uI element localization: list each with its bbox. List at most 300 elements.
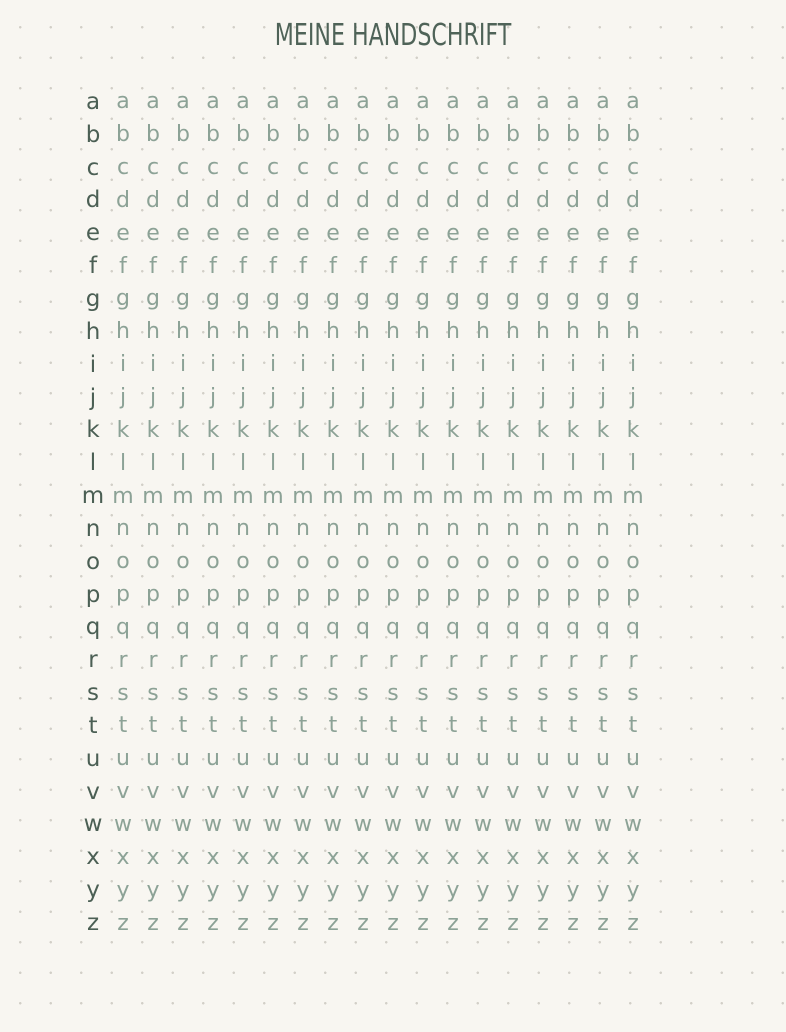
letter-row-p <box>78 579 668 612</box>
practice-letter: o <box>626 549 640 575</box>
practice-letter: y <box>296 877 310 903</box>
practice-letters <box>108 614 648 640</box>
letter-row-b <box>78 119 668 152</box>
practice-letter: p <box>356 582 370 608</box>
practice-letter: l <box>479 450 487 476</box>
practice-letters <box>108 321 648 343</box>
practice-letter: n <box>356 516 370 542</box>
practice-letter: m <box>442 483 464 509</box>
letter-row-z <box>78 907 668 940</box>
practice-letter: l <box>449 450 457 476</box>
practice-letters <box>108 584 648 606</box>
practice-letter: h <box>536 319 550 345</box>
practice-letter: k <box>476 417 490 443</box>
practice-letter: d <box>176 187 190 213</box>
practice-letter: t <box>238 713 248 739</box>
practice-letter: t <box>358 713 368 739</box>
practice-letters <box>108 844 648 870</box>
practice-letter: v <box>176 779 190 805</box>
letter-row-m <box>78 480 668 513</box>
guide-letter: d <box>85 187 101 214</box>
practice-letter: t <box>418 713 428 739</box>
guide-letter: s <box>87 680 99 707</box>
practice-letter: x <box>236 844 250 870</box>
practice-letter: s <box>417 680 429 706</box>
practice-letter: f <box>419 253 427 279</box>
practice-letter: v <box>416 779 430 805</box>
practice-letter: b <box>326 122 340 148</box>
practice-letter: c <box>206 155 220 181</box>
practice-letter: h <box>116 319 130 345</box>
practice-letter: d <box>236 187 250 213</box>
practice-letter: h <box>146 319 160 345</box>
practice-letter: q <box>236 614 250 640</box>
practice-letter: j <box>479 385 487 411</box>
practice-letter: z <box>267 910 279 936</box>
practice-letter: i <box>329 352 337 378</box>
practice-letter: e <box>326 220 340 246</box>
practice-letter: l <box>269 450 277 476</box>
practice-letter: o <box>416 549 430 575</box>
practice-letter: j <box>299 385 307 411</box>
practice-letter: j <box>389 385 397 411</box>
practice-letter: j <box>149 385 157 411</box>
practice-letter: s <box>357 680 369 706</box>
practice-letter: r <box>358 647 368 673</box>
practice-letter: j <box>209 385 217 411</box>
practice-letter: c <box>506 155 520 181</box>
practice-letter: r <box>508 647 518 673</box>
practice-letter: m <box>352 483 374 509</box>
guide-letter: b <box>85 121 101 148</box>
practice-letter: h <box>506 319 520 345</box>
practice-letter: f <box>119 253 127 279</box>
practice-letter: p <box>626 582 640 608</box>
practice-letter: b <box>386 122 400 148</box>
practice-letter: s <box>327 680 339 706</box>
practice-letter: q <box>266 614 280 640</box>
practice-letter: p <box>116 582 130 608</box>
practice-letter: u <box>266 746 280 772</box>
practice-letter: t <box>448 713 458 739</box>
practice-letter: j <box>329 385 337 411</box>
practice-letter: g <box>416 286 430 312</box>
practice-letter: v <box>596 779 610 805</box>
practice-letter: g <box>566 286 580 312</box>
practice-letter: g <box>476 286 490 312</box>
practice-letter: p <box>506 582 520 608</box>
practice-letter: t <box>478 713 488 739</box>
practice-letter: y <box>206 877 220 903</box>
practice-letter: m <box>592 483 614 509</box>
practice-letter: o <box>506 549 520 575</box>
practice-letter: b <box>206 122 220 148</box>
practice-letter: n <box>326 516 340 542</box>
practice-letter: t <box>118 713 128 739</box>
practice-letter: r <box>448 647 458 673</box>
practice-letter: i <box>389 352 397 378</box>
practice-letter: t <box>328 713 338 739</box>
practice-letter: m <box>412 483 434 509</box>
practice-letter: u <box>146 746 160 772</box>
practice-letter: b <box>446 122 460 148</box>
guide-letter: v <box>86 778 100 805</box>
letter-row-e <box>78 217 668 250</box>
letter-row-l <box>78 447 668 480</box>
practice-letters <box>108 680 648 706</box>
practice-letter: g <box>296 286 310 312</box>
practice-letter: f <box>269 253 277 279</box>
practice-letter: w <box>294 811 312 837</box>
letter-row-a <box>78 86 668 119</box>
practice-letter: a <box>626 89 640 115</box>
practice-letter: n <box>296 516 310 542</box>
practice-letter: y <box>386 877 400 903</box>
practice-letter: k <box>206 417 220 443</box>
practice-letter: s <box>537 680 549 706</box>
practice-letter: b <box>566 122 580 148</box>
practice-letter: w <box>504 811 522 837</box>
practice-letter: l <box>359 450 367 476</box>
practice-letter: p <box>536 582 550 608</box>
practice-letter: f <box>629 253 637 279</box>
practice-letter: a <box>176 89 190 115</box>
practice-letter: x <box>176 844 190 870</box>
guide-letter: q <box>85 614 101 641</box>
practice-letter: j <box>509 385 517 411</box>
practice-letter: p <box>446 582 460 608</box>
practice-letter: n <box>266 516 280 542</box>
practice-letter: o <box>206 549 220 575</box>
practice-letter: f <box>569 253 577 279</box>
practice-letter: n <box>176 516 190 542</box>
practice-letter: r <box>148 647 158 673</box>
practice-letter: d <box>266 187 280 213</box>
practice-letter: e <box>506 220 520 246</box>
practice-letter: s <box>387 680 399 706</box>
practice-letter: b <box>296 122 310 148</box>
practice-letter: w <box>384 811 402 837</box>
practice-letter: u <box>476 746 490 772</box>
practice-letter: d <box>296 187 310 213</box>
practice-letter: k <box>356 417 370 443</box>
practice-letter: g <box>236 286 250 312</box>
practice-letter: u <box>446 746 460 772</box>
practice-letter: f <box>299 253 307 279</box>
practice-letter: c <box>296 155 310 181</box>
practice-letter: k <box>386 417 400 443</box>
practice-letter: w <box>204 811 222 837</box>
practice-letter: h <box>206 319 220 345</box>
practice-letter: c <box>536 155 550 181</box>
practice-letter: y <box>506 877 520 903</box>
practice-letter: z <box>477 910 489 936</box>
guide-letter: w <box>83 811 103 838</box>
practice-letter: u <box>536 746 550 772</box>
practice-letter: q <box>176 614 190 640</box>
practice-letter: k <box>176 417 190 443</box>
practice-letter: o <box>446 549 460 575</box>
practice-letter: f <box>179 253 187 279</box>
practice-letter: z <box>357 910 369 936</box>
practice-letter: s <box>477 680 489 706</box>
practice-letter: k <box>566 417 580 443</box>
practice-letter: g <box>116 286 130 312</box>
practice-letter: j <box>539 385 547 411</box>
practice-letter: p <box>236 582 250 608</box>
practice-letter: y <box>626 877 640 903</box>
practice-letter: b <box>596 122 610 148</box>
practice-letter: k <box>296 417 310 443</box>
practice-letter: q <box>596 614 610 640</box>
practice-letter: c <box>416 155 430 181</box>
practice-letter: a <box>476 89 490 115</box>
practice-letter: b <box>416 122 430 148</box>
practice-letter: c <box>476 155 490 181</box>
practice-letter: z <box>147 910 159 936</box>
practice-letter: i <box>119 352 127 378</box>
practice-letter: q <box>626 614 640 640</box>
letter-row-v <box>78 776 668 809</box>
practice-letter: l <box>389 450 397 476</box>
practice-letter: s <box>507 680 519 706</box>
practice-letter: s <box>267 680 279 706</box>
practice-letter: g <box>146 286 160 312</box>
practice-letter: y <box>266 877 280 903</box>
practice-letter: a <box>296 89 310 115</box>
practice-letter: y <box>326 877 340 903</box>
practice-letter: f <box>149 253 157 279</box>
practice-letter: d <box>356 187 370 213</box>
practice-letters <box>108 387 648 409</box>
practice-letter: f <box>389 253 397 279</box>
practice-letter: u <box>116 746 130 772</box>
letter-row-u <box>78 743 668 776</box>
practice-letter: z <box>327 910 339 936</box>
practice-letters <box>108 715 648 737</box>
practice-letter: k <box>446 417 460 443</box>
practice-letter: f <box>479 253 487 279</box>
practice-letter: t <box>178 713 188 739</box>
practice-letter: e <box>536 220 550 246</box>
practice-letter: b <box>266 122 280 148</box>
practice-letter: w <box>144 811 162 837</box>
practice-letter: u <box>566 746 580 772</box>
practice-letter: n <box>536 516 550 542</box>
guide-letter: z <box>86 910 100 937</box>
guide-letter: i <box>89 351 97 378</box>
practice-letter: m <box>382 483 404 509</box>
practice-letter: w <box>234 811 252 837</box>
guide-letter: c <box>86 154 100 181</box>
practice-letter: i <box>599 352 607 378</box>
practice-letter: z <box>447 910 459 936</box>
practice-letter: f <box>509 253 517 279</box>
practice-letter: w <box>174 811 192 837</box>
practice-letter: v <box>266 779 280 805</box>
practice-letter: e <box>236 220 250 246</box>
practice-letter: d <box>446 187 460 213</box>
guide-letter: j <box>89 384 97 411</box>
practice-letter: r <box>328 647 338 673</box>
practice-letter: c <box>236 155 250 181</box>
practice-letter: l <box>119 450 127 476</box>
practice-letter: m <box>622 483 644 509</box>
practice-letter: n <box>236 516 250 542</box>
practice-letter: r <box>568 647 578 673</box>
practice-letter: w <box>324 811 342 837</box>
letter-row-k <box>78 414 668 447</box>
practice-letters <box>108 91 648 113</box>
practice-letter: t <box>388 713 398 739</box>
practice-letter: c <box>326 155 340 181</box>
practice-letter: z <box>117 910 129 936</box>
practice-letter: r <box>268 647 278 673</box>
guide-letter: u <box>85 745 101 772</box>
practice-letter: o <box>536 549 550 575</box>
practice-letter: e <box>356 220 370 246</box>
practice-letter: y <box>416 877 430 903</box>
practice-letter: n <box>416 516 430 542</box>
practice-letter: p <box>416 582 430 608</box>
letter-row-x <box>78 841 668 874</box>
practice-letter: n <box>626 516 640 542</box>
practice-letter: g <box>506 286 520 312</box>
practice-letters <box>108 748 648 770</box>
practice-letter: x <box>596 844 610 870</box>
practice-letter: x <box>296 844 310 870</box>
practice-letter: z <box>597 910 609 936</box>
practice-letter: z <box>417 910 429 936</box>
practice-letter: t <box>508 713 518 739</box>
practice-letter: u <box>356 746 370 772</box>
practice-letter: d <box>386 187 400 213</box>
guide-letter: n <box>85 515 101 542</box>
practice-letter: g <box>356 286 370 312</box>
practice-letters <box>108 647 648 673</box>
practice-letters <box>108 910 648 936</box>
practice-letter: t <box>568 713 578 739</box>
practice-letter: q <box>326 614 340 640</box>
practice-letter: l <box>569 450 577 476</box>
practice-letter: z <box>627 910 639 936</box>
guide-letter: x <box>86 844 100 871</box>
practice-letter: p <box>206 582 220 608</box>
practice-letter: j <box>419 385 427 411</box>
practice-letter: k <box>506 417 520 443</box>
practice-letter: k <box>326 417 340 443</box>
practice-letter: t <box>268 713 278 739</box>
practice-letter: p <box>266 582 280 608</box>
practice-letter: i <box>149 352 157 378</box>
practice-letters <box>108 124 648 146</box>
practice-letter: q <box>206 614 220 640</box>
practice-letter: t <box>298 713 308 739</box>
practice-letter: i <box>449 352 457 378</box>
practice-letter: o <box>116 549 130 575</box>
practice-letter: l <box>509 450 517 476</box>
practice-letter: a <box>146 89 160 115</box>
practice-letter: j <box>569 385 577 411</box>
practice-letter: b <box>116 122 130 148</box>
practice-letter: v <box>626 779 640 805</box>
practice-letter: n <box>386 516 400 542</box>
practice-letter: b <box>626 122 640 148</box>
practice-letter: p <box>326 582 340 608</box>
practice-letter: u <box>506 746 520 772</box>
practice-letter: j <box>119 385 127 411</box>
practice-letter: d <box>506 187 520 213</box>
practice-letter: d <box>596 187 610 213</box>
practice-letter: s <box>567 680 579 706</box>
practice-letter: l <box>599 450 607 476</box>
practice-letter: i <box>239 352 247 378</box>
practice-letter: r <box>208 647 218 673</box>
letter-grid <box>78 86 668 940</box>
practice-letter: q <box>476 614 490 640</box>
practice-letter: d <box>626 187 640 213</box>
practice-letter: i <box>569 352 577 378</box>
practice-letter: d <box>326 187 340 213</box>
practice-letter: x <box>146 844 160 870</box>
guide-letter: y <box>86 877 100 904</box>
practice-letter: r <box>238 647 248 673</box>
practice-letter: a <box>536 89 550 115</box>
practice-letter: q <box>146 614 160 640</box>
practice-letter: o <box>146 549 160 575</box>
practice-letter: x <box>536 844 550 870</box>
practice-letter: q <box>116 614 130 640</box>
guide-letter: l <box>89 450 97 477</box>
practice-letter: n <box>596 516 610 542</box>
practice-letter: o <box>476 549 490 575</box>
practice-letter: j <box>599 385 607 411</box>
practice-letter: n <box>116 516 130 542</box>
practice-letter: d <box>116 187 130 213</box>
practice-letter: f <box>209 253 217 279</box>
practice-letter: z <box>507 910 519 936</box>
practice-letter: b <box>176 122 190 148</box>
practice-letter: e <box>146 220 160 246</box>
practice-letter: r <box>598 647 608 673</box>
practice-letter: n <box>446 516 460 542</box>
practice-letter: h <box>416 319 430 345</box>
practice-letter: h <box>176 319 190 345</box>
practice-letter: a <box>446 89 460 115</box>
practice-letter: m <box>532 483 554 509</box>
practice-letter: f <box>359 253 367 279</box>
practice-letter: a <box>356 89 370 115</box>
practice-letter: b <box>356 122 370 148</box>
practice-letter: n <box>566 516 580 542</box>
practice-letter: x <box>626 844 640 870</box>
practice-letter: d <box>416 187 430 213</box>
guide-letter: h <box>85 318 101 345</box>
practice-letter: g <box>386 286 400 312</box>
practice-letter: j <box>449 385 457 411</box>
practice-letter: z <box>237 910 249 936</box>
practice-letter: v <box>506 779 520 805</box>
practice-letter: t <box>598 713 608 739</box>
practice-letter: u <box>416 746 430 772</box>
practice-letter: e <box>626 220 640 246</box>
practice-letter: p <box>146 582 160 608</box>
practice-letter: o <box>176 549 190 575</box>
practice-letter: w <box>444 811 462 837</box>
practice-letter: w <box>114 811 132 837</box>
practice-letter: s <box>147 680 159 706</box>
practice-letter: z <box>297 910 309 936</box>
